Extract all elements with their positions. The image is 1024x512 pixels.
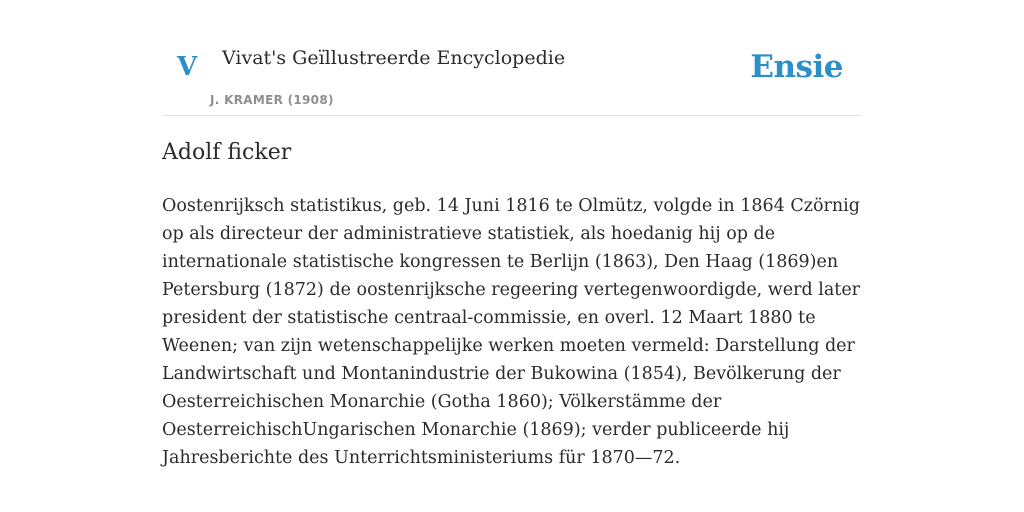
source-logo[interactable]: V <box>177 52 198 82</box>
source-author: J. KRAMER (1908) <box>210 93 334 107</box>
entry-title: Adolf ficker <box>162 140 292 165</box>
entry-body: Oostenrijksch statistikus, geb. 14 Juni 1816 te Olmütz, volgde in 1864 Czörnig op als directeur der administratieve statistiek, als hoedanig hij op de internationale statistische kongressen te Berlijn (1863), Den Haag (1869)en Petersburg (1872) de oostenrijksche regeering vertegenwoordigde, werd later president der statistische centraal-commissie, en overl. 12 Maart 1880 te Weenen; van zijn wetenschappelijke werken moeten vermeld: Darstellung der Landwirtschaft und Montanindustrie der Bukowina (1854), Bevölkerung der Oesterreichischen Monarchie (Gotha 1860); Völkerstämme der OesterreichischUngarischen Monarchie (1869); verder publiceerde hij Jahresberichte des Unterrichtsministeriums für 1870—72. <box>162 196 861 468</box>
brand-logo-link[interactable]: Ensie <box>750 49 843 85</box>
source-book-title[interactable]: Vivat's Geïllustreerde Encyclopedie <box>222 47 566 69</box>
source-header <box>162 40 862 116</box>
